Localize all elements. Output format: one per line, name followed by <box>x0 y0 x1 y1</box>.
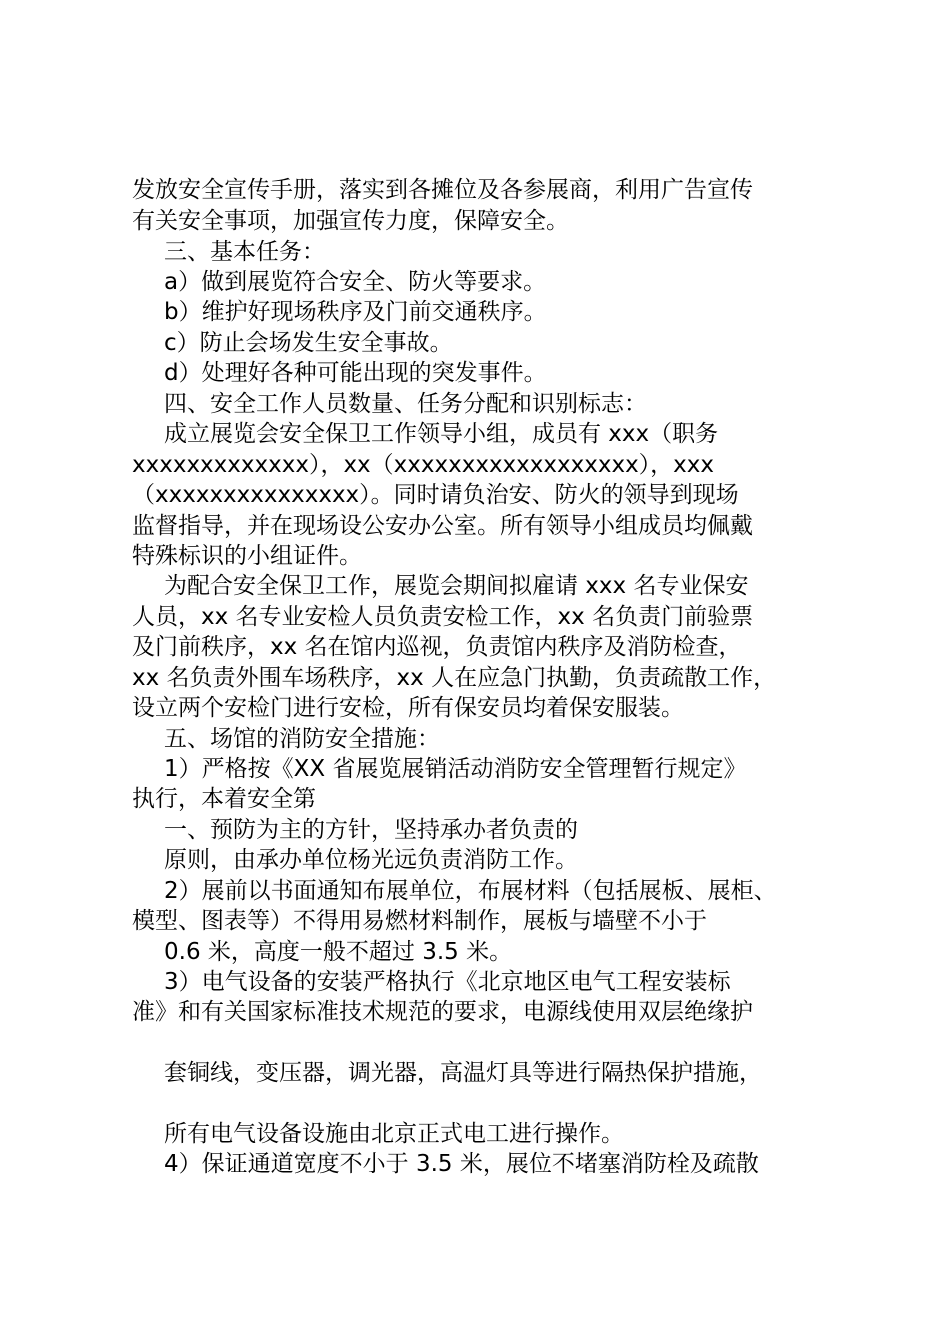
text-line: 准》和有关国家标准技术规范的要求，电源线使用双层绝缘护 <box>132 999 753 1025</box>
text-line: 一、预防为主的方针，坚持承办者负责的 <box>164 817 578 843</box>
text-line: 为配合安全保卫工作，展览会期间拟雇请 xxx 名专业保安 <box>164 573 749 599</box>
section-heading: 三、基本任务： <box>164 239 325 265</box>
list-item: 4）保证通道宽度不小于 3.5 米，展位不堵塞消防栓及疏散 <box>164 1151 759 1177</box>
text-line: xxxxxxxxxxxxx），xx（xxxxxxxxxxxxxxxxxx），xxx <box>132 452 715 478</box>
list-item: a）做到展览符合安全、防火等要求。 <box>164 269 547 295</box>
list-item: 2）展前以书面通知布展单位，布展材料（包括展板、展柜、 <box>164 878 777 904</box>
list-item: d）处理好各种可能出现的突发事件。 <box>164 360 547 386</box>
list-item: 3）电气设备的安装严格执行《北京地区电气工程安装标 <box>164 969 731 995</box>
text-line: 0.6 米，高度一般不超过 3.5 米。 <box>164 939 513 965</box>
section-heading: 五、场馆的消防安全措施： <box>164 726 440 752</box>
text-line: 原则，由承办单位杨光远负责消防工作。 <box>164 847 578 873</box>
list-item: b）维护好现场秩序及门前交通秩序。 <box>164 299 547 325</box>
section-heading: 四、安全工作人员数量、任务分配和识别标志： <box>164 391 647 417</box>
text-line: 执行，本着安全第 <box>132 786 316 812</box>
text-line: 有关安全事项，加强宣传力度，保障安全。 <box>132 208 569 234</box>
text-line: 所有电气设备设施由北京正式电工进行操作。 <box>164 1121 624 1147</box>
text-line: 监督指导，并在现场设公安办公室。所有领导小组成员均佩戴 <box>132 513 753 539</box>
text-line: 套铜线，变压器，调光器，高温灯具等进行隔热保护措施， <box>164 1060 762 1086</box>
text-line: xx 名负责外围车场秩序，xx 人在应急门执勤，负责疏散工作， <box>132 665 777 691</box>
list-item: c）防止会场发生安全事故。 <box>164 330 453 356</box>
text-line: 发放安全宣传手册，落实到各摊位及各参展商，利用广告宣传 <box>132 177 753 203</box>
text-line: 模型、图表等）不得用易燃材料制作，展板与墙壁不小于 <box>132 908 707 934</box>
text-line: 成立展览会安全保卫工作领导小组，成员有 xxx（职务 <box>164 421 719 447</box>
text-line: 特殊标识的小组证件。 <box>132 543 362 569</box>
text-line: 人员，xx 名专业安检人员负责安检工作，xx 名负责门前验票 <box>132 604 754 630</box>
text-line: 设立两个安检门进行安检，所有保安员均着保安服装。 <box>132 695 684 721</box>
text-line: 及门前秩序，xx 名在馆内巡视，负责馆内秩序及消防检查， <box>132 634 742 660</box>
list-item: 1）严格按《XX 省展览展销活动消防安全管理暂行规定》 <box>164 756 747 782</box>
text-line: （xxxxxxxxxxxxxxx）。同时请负治安、防火的领导到现场 <box>132 482 739 508</box>
